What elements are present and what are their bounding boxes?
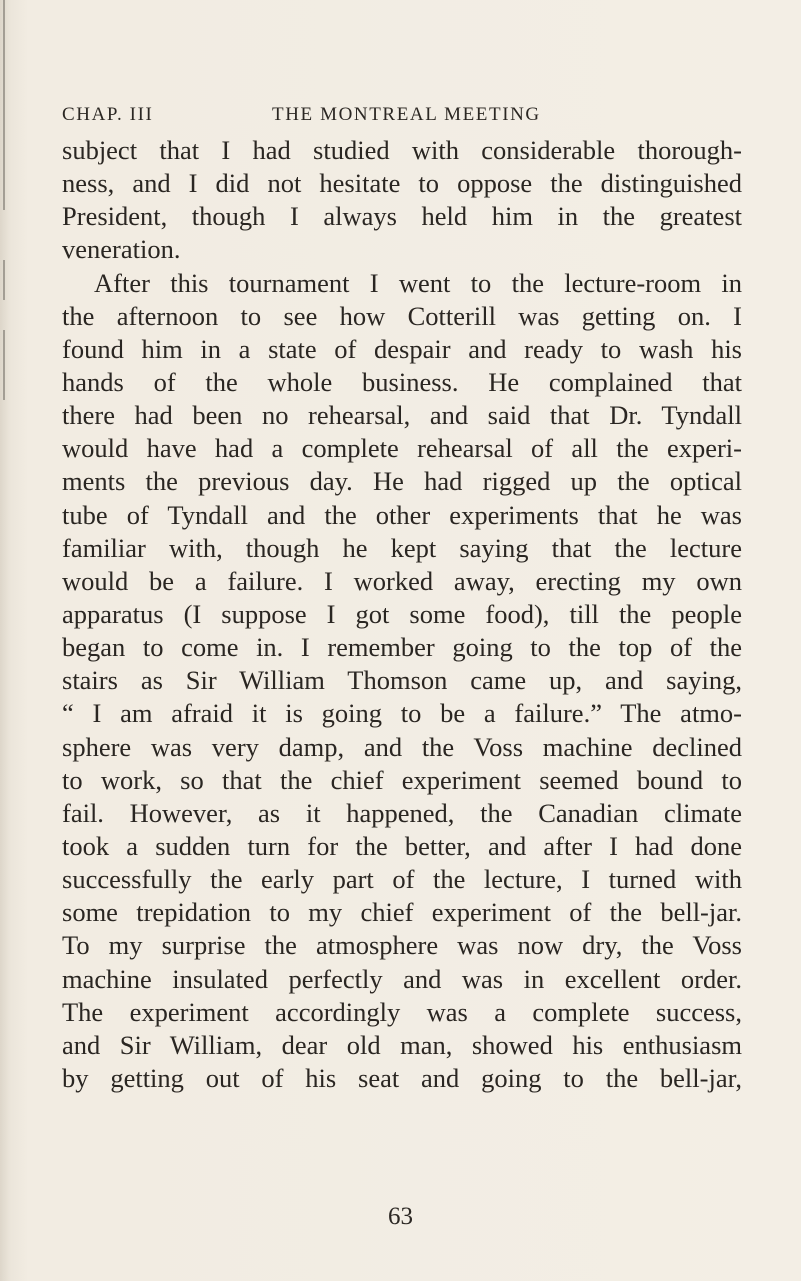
text-line: tube of Tyndall and the other experiments that he was — [62, 499, 742, 530]
text-line: took a sudden turn for the better, and after I had done — [62, 830, 742, 861]
text-line: veneration. — [62, 234, 181, 265]
body-text — [62, 134, 742, 1095]
text-line: fail. However, as it happened, the Canadian climate — [62, 797, 742, 828]
text-line: began to come in. I remember going to the top of the — [62, 632, 742, 663]
text-line: sphere was very damp, and the Voss machine declined — [62, 731, 742, 762]
binding-edge-shadow — [3, 260, 5, 300]
text-line: To my surprise the atmosphere was now dry, the Voss — [62, 930, 742, 961]
text-line: familiar with, though he kept saying that the lecture — [62, 532, 742, 563]
text-line: and Sir William, dear old man, showed his enthusiasm — [62, 1029, 742, 1060]
text-line: ments the previous day. He had rigged up the optical — [62, 466, 742, 497]
text-line: apparatus (I suppose I got some food), till the people — [62, 598, 742, 629]
text-line: ness, and I did not hesitate to oppose the distinguished — [62, 168, 742, 199]
text-line: the afternoon to see how Cotterill was getting on. I — [62, 300, 742, 331]
text-line: there had been no rehearsal, and said that Dr. Tyndall — [62, 400, 742, 431]
text-line: by getting out of his seat and going to the bell-jar, — [62, 1062, 742, 1093]
text-line: machine insulated perfectly and was in excellent order. — [62, 963, 742, 994]
text-line: to work, so that the chief experiment seemed bound to — [62, 764, 742, 795]
page-number: 63 — [388, 1203, 413, 1230]
paragraph-start-line: After this tournament I went to the lecture-room in — [94, 267, 742, 298]
text-line: some trepidation to my chief experiment of the bell-jar. — [62, 897, 742, 928]
running-head — [62, 104, 742, 134]
running-head-title: THE MONTREAL MEETING — [272, 104, 541, 125]
binding-edge-shadow — [3, 0, 5, 210]
text-line: stairs as Sir William Thomson came up, and saying, — [62, 665, 742, 696]
text-line: President, though I always held him in the greatest — [62, 201, 742, 232]
binding-edge-shadow — [3, 330, 5, 400]
text-line: subject that I had studied with considerable thorough- — [62, 135, 742, 165]
text-line: The experiment accordingly was a complete success, — [62, 996, 742, 1027]
text-line: hands of the whole business. He complained that — [62, 366, 742, 397]
text-line: found him in a state of despair and ready to wash his — [62, 333, 742, 364]
text-line: would be a failure. I worked away, erecting my own — [62, 565, 742, 596]
running-head-chapter: CHAP. III — [62, 104, 154, 125]
text-line: “ I am afraid it is going to be a failure.” The atmo- — [62, 698, 742, 729]
text-line: would have had a complete rehearsal of all the experi- — [62, 433, 742, 464]
text-line: successfully the early part of the lecture, I turned with — [62, 864, 742, 895]
